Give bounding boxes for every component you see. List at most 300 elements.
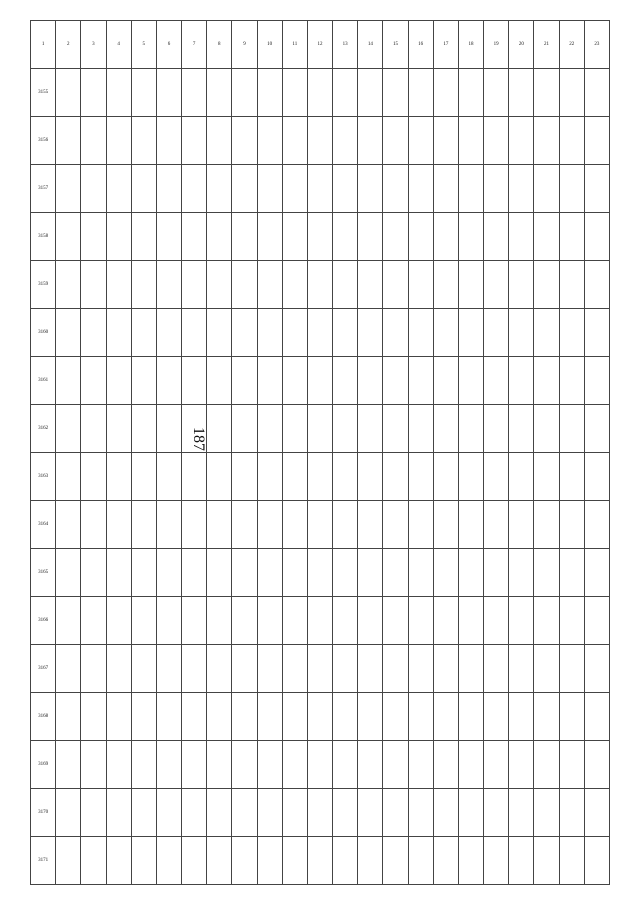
column-number: 5 bbox=[131, 21, 156, 69]
table-cell bbox=[207, 789, 232, 837]
table-cell bbox=[333, 453, 358, 501]
table-cell bbox=[333, 741, 358, 789]
table-cell bbox=[232, 453, 257, 501]
table-cell bbox=[509, 789, 534, 837]
table-cell bbox=[307, 309, 332, 357]
table-row bbox=[31, 405, 610, 453]
table-cell bbox=[333, 645, 358, 693]
table-cell bbox=[131, 405, 156, 453]
table-cell bbox=[56, 165, 81, 213]
table-cell bbox=[509, 69, 534, 117]
table-cell bbox=[131, 165, 156, 213]
table-cell bbox=[131, 693, 156, 741]
table-cell bbox=[584, 405, 609, 453]
document-table-wrapper bbox=[30, 20, 610, 885]
table-cell bbox=[182, 453, 207, 501]
column-number: 9 bbox=[232, 21, 257, 69]
table-cell bbox=[509, 405, 534, 453]
row-id: 3160 bbox=[31, 309, 56, 357]
column-number: 6 bbox=[156, 21, 181, 69]
table-cell bbox=[559, 645, 584, 693]
table-cell bbox=[383, 549, 408, 597]
table-cell bbox=[534, 261, 559, 309]
table-cell bbox=[534, 741, 559, 789]
table-cell bbox=[257, 261, 282, 309]
table-cell bbox=[484, 741, 509, 789]
column-number: 2 bbox=[56, 21, 81, 69]
table-cell bbox=[207, 837, 232, 885]
column-number: 11 bbox=[282, 21, 307, 69]
table-cell bbox=[131, 261, 156, 309]
table-row bbox=[31, 645, 610, 693]
table-cell bbox=[408, 357, 433, 405]
table-cell bbox=[81, 69, 106, 117]
table-cell bbox=[333, 597, 358, 645]
table-cell bbox=[232, 837, 257, 885]
table-cell bbox=[408, 453, 433, 501]
table-cell bbox=[433, 261, 458, 309]
table-cell bbox=[484, 549, 509, 597]
table-cell bbox=[106, 501, 131, 549]
table-cell bbox=[257, 645, 282, 693]
table-cell bbox=[509, 741, 534, 789]
table-cell bbox=[182, 549, 207, 597]
table-row bbox=[31, 69, 610, 117]
table-row bbox=[31, 213, 610, 261]
table-cell bbox=[383, 261, 408, 309]
table-cell bbox=[433, 501, 458, 549]
table-cell bbox=[131, 837, 156, 885]
table-cell bbox=[509, 357, 534, 405]
table-cell bbox=[81, 789, 106, 837]
table-cell bbox=[282, 309, 307, 357]
table-cell bbox=[131, 597, 156, 645]
table-cell bbox=[509, 165, 534, 213]
table-cell bbox=[56, 405, 81, 453]
table-cell bbox=[534, 453, 559, 501]
table-cell bbox=[207, 69, 232, 117]
table-cell bbox=[257, 597, 282, 645]
table-cell bbox=[307, 261, 332, 309]
table-cell bbox=[56, 261, 81, 309]
table-cell bbox=[282, 693, 307, 741]
table-cell bbox=[257, 501, 282, 549]
table-cell bbox=[307, 789, 332, 837]
table-cell bbox=[282, 69, 307, 117]
table-cell bbox=[433, 357, 458, 405]
table-cell bbox=[584, 117, 609, 165]
table-cell bbox=[106, 117, 131, 165]
table-cell bbox=[282, 405, 307, 453]
table-cell bbox=[584, 501, 609, 549]
table-cell bbox=[207, 405, 232, 453]
table-cell bbox=[584, 597, 609, 645]
table-cell bbox=[333, 837, 358, 885]
table-cell bbox=[182, 69, 207, 117]
table-header-row bbox=[31, 21, 610, 69]
table-cell bbox=[358, 837, 383, 885]
table-cell bbox=[333, 69, 358, 117]
table-cell bbox=[56, 69, 81, 117]
table-cell bbox=[257, 741, 282, 789]
table-cell bbox=[333, 405, 358, 453]
table-cell bbox=[484, 597, 509, 645]
table-cell bbox=[383, 789, 408, 837]
table-row bbox=[31, 309, 610, 357]
table-cell bbox=[56, 837, 81, 885]
table-cell bbox=[307, 213, 332, 261]
table-row bbox=[31, 117, 610, 165]
table-cell bbox=[458, 789, 483, 837]
table-cell bbox=[257, 837, 282, 885]
table-cell bbox=[156, 261, 181, 309]
table-cell bbox=[156, 549, 181, 597]
page-number: 187 bbox=[190, 427, 207, 451]
table-cell bbox=[131, 309, 156, 357]
table-cell bbox=[232, 693, 257, 741]
table-cell bbox=[383, 357, 408, 405]
table-cell bbox=[156, 69, 181, 117]
table-cell bbox=[559, 789, 584, 837]
table-cell bbox=[484, 69, 509, 117]
table-cell bbox=[232, 549, 257, 597]
column-number: 7 bbox=[182, 21, 207, 69]
table-cell bbox=[257, 117, 282, 165]
row-id: 3157 bbox=[31, 165, 56, 213]
table-cell bbox=[182, 741, 207, 789]
table-cell bbox=[156, 693, 181, 741]
table-cell bbox=[232, 597, 257, 645]
table-cell bbox=[56, 213, 81, 261]
table-cell bbox=[182, 789, 207, 837]
table-cell bbox=[131, 741, 156, 789]
table-cell bbox=[56, 549, 81, 597]
table-cell bbox=[383, 741, 408, 789]
table-cell bbox=[433, 309, 458, 357]
table-cell bbox=[333, 117, 358, 165]
table-cell bbox=[156, 357, 181, 405]
table-cell bbox=[333, 789, 358, 837]
table-cell bbox=[484, 501, 509, 549]
table-cell bbox=[559, 69, 584, 117]
table-cell bbox=[509, 693, 534, 741]
table-cell bbox=[383, 453, 408, 501]
table-row bbox=[31, 597, 610, 645]
table-cell bbox=[458, 357, 483, 405]
table-cell bbox=[156, 645, 181, 693]
table-cell bbox=[106, 741, 131, 789]
table-cell bbox=[534, 549, 559, 597]
column-number: 20 bbox=[509, 21, 534, 69]
table-cell bbox=[282, 261, 307, 309]
table-cell bbox=[484, 309, 509, 357]
table-cell bbox=[207, 261, 232, 309]
table-cell bbox=[509, 261, 534, 309]
table-cell bbox=[81, 213, 106, 261]
table-cell bbox=[534, 501, 559, 549]
table-cell bbox=[408, 309, 433, 357]
table-cell bbox=[433, 213, 458, 261]
table-cell bbox=[534, 837, 559, 885]
table-cell bbox=[383, 645, 408, 693]
table-cell bbox=[484, 165, 509, 213]
table-cell bbox=[484, 405, 509, 453]
table-cell bbox=[509, 597, 534, 645]
column-number: 15 bbox=[383, 21, 408, 69]
table-cell bbox=[383, 837, 408, 885]
table-cell bbox=[207, 453, 232, 501]
table-cell bbox=[408, 789, 433, 837]
table-cell bbox=[408, 261, 433, 309]
table-cell bbox=[433, 645, 458, 693]
table-cell bbox=[333, 501, 358, 549]
table-cell bbox=[333, 549, 358, 597]
table-cell bbox=[408, 693, 433, 741]
table-cell bbox=[383, 309, 408, 357]
table-cell bbox=[408, 69, 433, 117]
table-cell bbox=[509, 837, 534, 885]
table-cell bbox=[383, 165, 408, 213]
table-cell bbox=[257, 69, 282, 117]
table-row bbox=[31, 693, 610, 741]
table-cell bbox=[81, 549, 106, 597]
table-cell bbox=[106, 837, 131, 885]
table-cell bbox=[458, 309, 483, 357]
row-id: 3169 bbox=[31, 741, 56, 789]
table-cell bbox=[358, 789, 383, 837]
row-id: 3159 bbox=[31, 261, 56, 309]
table-cell bbox=[509, 309, 534, 357]
row-id: 3168 bbox=[31, 693, 56, 741]
table-cell bbox=[232, 645, 257, 693]
table-cell bbox=[534, 309, 559, 357]
table-cell bbox=[408, 597, 433, 645]
table-cell bbox=[484, 261, 509, 309]
table-cell bbox=[282, 165, 307, 213]
table-cell bbox=[106, 645, 131, 693]
table-cell bbox=[383, 501, 408, 549]
table-row bbox=[31, 261, 610, 309]
column-number: 12 bbox=[307, 21, 332, 69]
table-cell bbox=[307, 549, 332, 597]
table-cell bbox=[282, 549, 307, 597]
table-cell bbox=[56, 453, 81, 501]
table-cell bbox=[282, 789, 307, 837]
table-cell bbox=[131, 549, 156, 597]
table-cell bbox=[307, 693, 332, 741]
table-cell bbox=[358, 117, 383, 165]
table-cell bbox=[458, 549, 483, 597]
table-cell bbox=[584, 789, 609, 837]
row-id: 3163 bbox=[31, 453, 56, 501]
table-row bbox=[31, 165, 610, 213]
row-id: 3167 bbox=[31, 645, 56, 693]
table-cell bbox=[106, 69, 131, 117]
table-cell bbox=[358, 693, 383, 741]
table-cell bbox=[534, 405, 559, 453]
column-number: 19 bbox=[484, 21, 509, 69]
table-cell bbox=[484, 837, 509, 885]
table-cell bbox=[358, 213, 383, 261]
row-id: 3164 bbox=[31, 501, 56, 549]
table-cell bbox=[333, 309, 358, 357]
table-cell bbox=[156, 597, 181, 645]
table-cell bbox=[257, 165, 282, 213]
table-cell bbox=[106, 453, 131, 501]
table-cell bbox=[81, 165, 106, 213]
table-cell bbox=[232, 741, 257, 789]
table-cell bbox=[131, 213, 156, 261]
table-row bbox=[31, 501, 610, 549]
row-id: 3171 bbox=[31, 837, 56, 885]
table-cell bbox=[584, 837, 609, 885]
table-cell bbox=[56, 741, 81, 789]
table-cell bbox=[458, 405, 483, 453]
table-cell bbox=[282, 117, 307, 165]
table-cell bbox=[257, 789, 282, 837]
table-cell bbox=[408, 741, 433, 789]
table-cell bbox=[383, 69, 408, 117]
table-cell bbox=[232, 405, 257, 453]
table-cell bbox=[559, 117, 584, 165]
table-cell bbox=[559, 213, 584, 261]
table-cell bbox=[106, 405, 131, 453]
table-cell bbox=[584, 309, 609, 357]
table-cell bbox=[307, 741, 332, 789]
table-cell bbox=[56, 645, 81, 693]
column-number: 16 bbox=[408, 21, 433, 69]
table-cell bbox=[408, 837, 433, 885]
table-cell bbox=[257, 405, 282, 453]
table-cell bbox=[458, 69, 483, 117]
table-cell bbox=[81, 309, 106, 357]
table-cell bbox=[509, 117, 534, 165]
table-cell bbox=[282, 213, 307, 261]
table-cell bbox=[358, 69, 383, 117]
table-cell bbox=[559, 309, 584, 357]
table-cell bbox=[484, 213, 509, 261]
table-cell bbox=[358, 549, 383, 597]
table-cell bbox=[182, 261, 207, 309]
table-cell bbox=[307, 357, 332, 405]
table-cell bbox=[56, 117, 81, 165]
table-cell bbox=[333, 693, 358, 741]
column-number: 21 bbox=[534, 21, 559, 69]
table-cell bbox=[408, 213, 433, 261]
table-cell bbox=[81, 117, 106, 165]
table-cell bbox=[81, 357, 106, 405]
table-cell bbox=[182, 501, 207, 549]
table-cell bbox=[282, 453, 307, 501]
table-cell bbox=[106, 597, 131, 645]
table-cell bbox=[182, 117, 207, 165]
column-number: 13 bbox=[333, 21, 358, 69]
table-cell bbox=[131, 453, 156, 501]
table-cell bbox=[131, 645, 156, 693]
table-cell bbox=[458, 501, 483, 549]
table-cell bbox=[307, 405, 332, 453]
table-cell bbox=[408, 501, 433, 549]
table-row bbox=[31, 357, 610, 405]
table-cell bbox=[307, 501, 332, 549]
table-cell bbox=[458, 213, 483, 261]
table-cell bbox=[182, 357, 207, 405]
table-row bbox=[31, 837, 610, 885]
table-row bbox=[31, 789, 610, 837]
table-cell bbox=[559, 261, 584, 309]
table-cell bbox=[458, 261, 483, 309]
column-number: 8 bbox=[207, 21, 232, 69]
table-cell bbox=[559, 453, 584, 501]
table-cell bbox=[106, 693, 131, 741]
table-cell bbox=[81, 405, 106, 453]
table-cell bbox=[559, 837, 584, 885]
table-cell bbox=[458, 645, 483, 693]
table-cell bbox=[559, 549, 584, 597]
table-cell bbox=[433, 789, 458, 837]
table-cell bbox=[584, 213, 609, 261]
table-cell bbox=[307, 645, 332, 693]
table-cell bbox=[383, 117, 408, 165]
row-id: 3166 bbox=[31, 597, 56, 645]
table-cell bbox=[559, 165, 584, 213]
table-cell bbox=[333, 165, 358, 213]
table-cell bbox=[56, 501, 81, 549]
column-number: 10 bbox=[257, 21, 282, 69]
table-cell bbox=[156, 453, 181, 501]
table-cell bbox=[282, 741, 307, 789]
table-cell bbox=[559, 597, 584, 645]
table-cell bbox=[182, 405, 207, 453]
table-cell bbox=[358, 741, 383, 789]
table-cell bbox=[484, 117, 509, 165]
table-cell bbox=[358, 309, 383, 357]
table-cell bbox=[282, 837, 307, 885]
table-cell bbox=[106, 309, 131, 357]
table-cell bbox=[106, 213, 131, 261]
table-cell bbox=[156, 213, 181, 261]
table-cell bbox=[333, 213, 358, 261]
table-cell bbox=[584, 693, 609, 741]
table-cell bbox=[408, 645, 433, 693]
row-id: 3155 bbox=[31, 69, 56, 117]
table-cell bbox=[307, 597, 332, 645]
table-cell bbox=[307, 837, 332, 885]
table-cell bbox=[106, 357, 131, 405]
table-cell bbox=[182, 309, 207, 357]
table-cell bbox=[433, 69, 458, 117]
table-cell bbox=[433, 117, 458, 165]
table-cell bbox=[458, 165, 483, 213]
table-cell bbox=[156, 117, 181, 165]
table-cell bbox=[559, 693, 584, 741]
table-cell bbox=[106, 261, 131, 309]
table-cell bbox=[232, 213, 257, 261]
table-cell bbox=[584, 69, 609, 117]
table-cell bbox=[383, 213, 408, 261]
table-cell bbox=[307, 117, 332, 165]
table-cell bbox=[257, 693, 282, 741]
table-cell bbox=[584, 453, 609, 501]
table-cell bbox=[358, 405, 383, 453]
table-cell bbox=[81, 645, 106, 693]
table-cell bbox=[56, 789, 81, 837]
table-cell bbox=[232, 501, 257, 549]
table-cell bbox=[81, 261, 106, 309]
table-cell bbox=[358, 501, 383, 549]
table-cell bbox=[131, 357, 156, 405]
table-cell bbox=[207, 501, 232, 549]
